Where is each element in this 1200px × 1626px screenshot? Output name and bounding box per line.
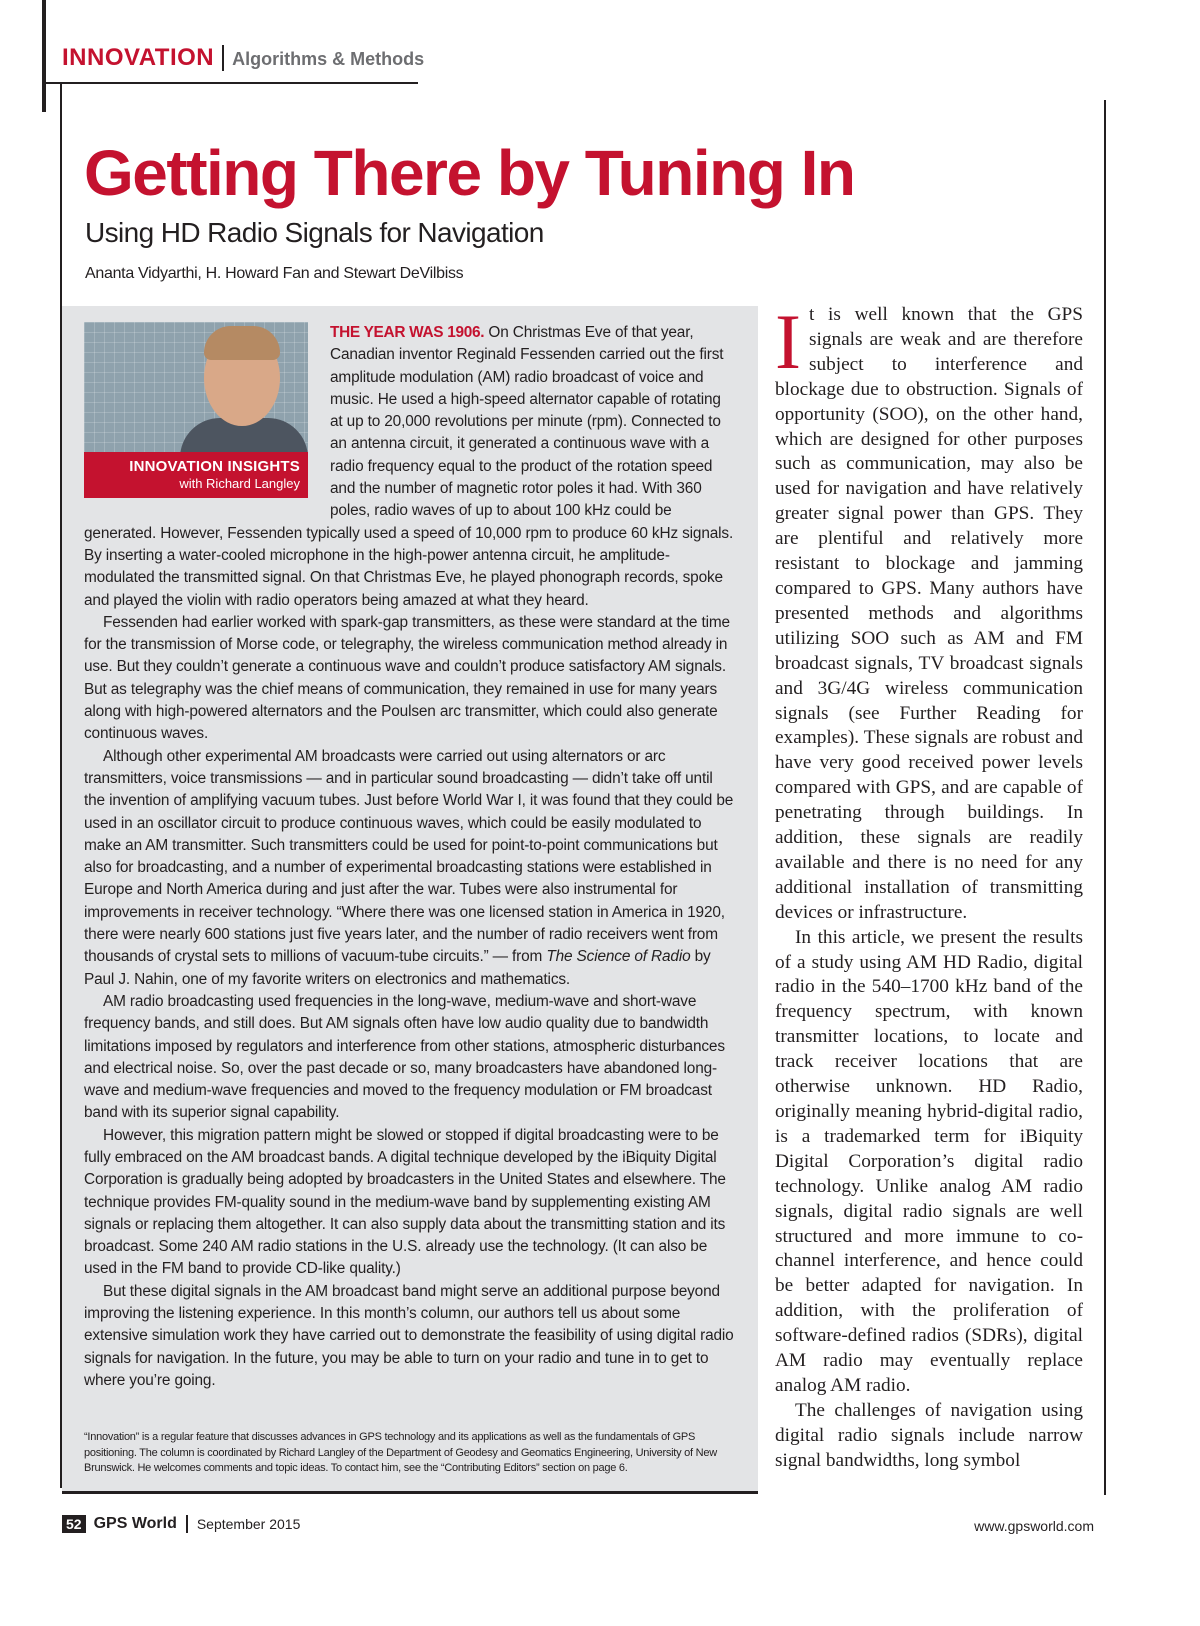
sidebar-paragraph: But these digital signals in the AM broadcast band might serve an additional purpose beyond improving the listening experience. In this month’s column, our authors tell us about some extensive simulation work they have carried out to demonstrate the feasibility of using digital radio signals for navigation. In the future, you may be able to turn on your radio and tune in to get to where you’re going. [84,1282,734,1389]
section-label: INNOVATION [62,44,215,71]
insights-title: INNOVATION INSIGHTS [129,458,300,475]
website-url: www.gpsworld.com [974,1518,1094,1534]
main-paragraph: It is well known that the GPS signals are weak and are therefore subject to interference and blockage due to obstruction. Signals of opportunity (SOO), on the other hand, which are designed for other purposes such as communication, may also be used for navigation and have relatively greater signal power than GPS. They are plentiful and relatively more resistant to blockage and jamming compared to GPS. Many authors have presented methods and algorithms utilizing SOO such as AM and FM broadcast signals, TV broadcast signals and 3G/4G wireless communication signals (see Further Reading for examples). These signals are robust and have very good received power levels compared with GPS, and are capable of penetrating through buildings. In addition, these signals are readily available and there is no need for any additional installation of transmitting devices or infrastructure. [775,303,1083,923]
innovation-insights-sidebar [62,306,758,1491]
main-paragraph: In this article, we present the results of a study using AM HD Radio, digital radio in the 540–1700 kHz band of the frequency spectrum, with known transmitter locations, to locate and track receiver locations that are otherwise unknown. HD Radio, originally meaning hybrid-digital radio, is a trademarked term for iBiquity Digital Corporation’s digital radio technology. Unlike analog AM radio signals, digital radio signals are well structured and more immune to co-channel interference, and hence could be better adapted for navigation. In addition, with the proliferation of software-defined radios (SDRs), digital AM radio may eventually replace analog AM radio. [775,926,1083,1396]
section-header [62,44,424,72]
sidebar-paragraph: AM radio broadcasting used frequencies in the long-wave, medium-wave and short-wave frequency bands, and still does. But AM signals often have low audio quality due to bandwidth limitations imposed by regulators and interference from other stations, atmospheric disturbances and electrical noise. So, over the past decade or so, many broadcasters have abandoned long-wave and medium-wave frequencies and moved to the frequency modulation or FM broadcast band with its superior signal capability. [84,992,725,1122]
subsection-label: Algorithms & Methods [232,49,425,69]
article-subtitle: Using HD Radio Signals for Navigation [85,217,544,248]
magazine-name: GPS World [93,1515,177,1532]
header-horizontal-rule [42,82,418,84]
article-title: Getting There by Tuning In [84,137,855,209]
columnist-portrait-block [84,322,308,498]
issue-date: September 2015 [196,1516,301,1532]
insights-label [84,452,308,498]
sidebar-paragraph: Although other experimental AM broadcasts were carried out using alternators or arc transmitters, voice transmissions — and in particular sound broadcasting — didn’t take off until the invention of amplifying vacuum tubes. Just before World War I, it was found that they could be used in an oscillator circuit to produce continuous waves, which could be easily modulated to make an AM transmitter. Such transmitters could be used for point-to-point communications but also for broadcasting, and a number of experimental broadcasting stations were established in Europe and North America during and just after the war. Tubes were also instrumental for improvements in receiver technology. “Where there was one licensed station in America in 1920, there were nearly 600 stations just five years later, and the number of radio receivers went from thousands of crystal sets to millions of vacuum-tube circuits.” — from The Science of Radio by Paul J. Nahin, one of my favorite writers on electronics and mathematics. [84,747,734,988]
main-paragraph: The challenges of navigation using digital radio signals include narrow signal bandwidths, long symbol [775,1399,1083,1471]
header-vertical-rule [42,0,46,112]
page-footer [62,1515,300,1533]
sidebar-footnote: “Innovation” is a regular feature that discusses advances in GPS technology and its applications as well as the fundamentals of GPS positioning. The column is coordinated by Richard Langley of the Department of Geodesy and Geomatics Engineering, University of New Brunswick. He welcomes comments and topic ideas. To contact him, see the “Contributing Editors” section on page 6. [84,1431,717,1474]
page-number: 52 [62,1515,86,1533]
drop-cap: I [775,303,801,385]
sidebar-paragraph: However, this migration pattern might be slowed or stopped if digital broadcasting were to be fully embraced on the AM broadcast bands. A digital technique developed by the iBiquity Digital Corporation is gradually being adopted by broadcasters in the United States and elsewhere. The technique provides FM-quality sound in the medium-wave band by supplementing existing AM signals or replacing them altogether. It can also supply data about the transmitting station and its broadcast. Some 240 AM radio stations in the U.S. already use the technology. (It can also be used in the FM band to provide CD-like quality.) [84,1126,726,1278]
insights-columnist: with Richard Langley [179,476,300,491]
footer-separator [186,1515,188,1533]
right-column-rule [1104,100,1106,1495]
header-separator [222,45,224,71]
main-article-column [775,303,1083,1493]
book-title: The Science of Radio [546,948,691,966]
sidebar-paragraph: Fessenden had earlier worked with spark-gap transmitters, as these were standard at the time for the transmission of Morse code, or telegraphy, the wireless communication method already in use. But they couldn’t generate a continuous wave and couldn’t produce satisfactory AM signals. But as telegraphy was the chief means of communication, they remained in use for many years along with high-powered alternators and the Poulsen arc transmitter, which could also generate continuous waves. [84,613,730,743]
columnist-portrait-photo [84,322,308,452]
sidebar-bottom-rule [62,1491,758,1494]
sidebar-paragraph: THE YEAR WAS 1906. On Christmas Eve of that year, Canadian inventor Reginald Fessenden carried out the first amplitude modulation (AM) radio broadcast of voice and music. He used a high-speed alternator capable of rotating at up to 20,000 revolutions per minute (rpm). Connected to an antenna circuit, it generated a continuous wave with a radio frequency equal to the product of the rotation speed and the number of magnetic rotor poles it had. With 360 poles, radio waves of up to about 100 kHz could be generated. However, Fessenden typically used a speed of 10,000 rpm to produce 60 kHz signals. By inserting a water-cooled microphone in the high-power antenna circuit, he amplitude-modulated the transmitted signal. On that Christmas Eve, he played phonograph records, spoke and played the violin with radio operators being amazed at what they heard. [84,324,734,609]
article-authors: Ananta Vidyarthi, H. Howard Fan and Stewart DeVilbiss [85,265,464,282]
sidebar-lead-in: THE YEAR WAS 1906. [330,324,485,341]
